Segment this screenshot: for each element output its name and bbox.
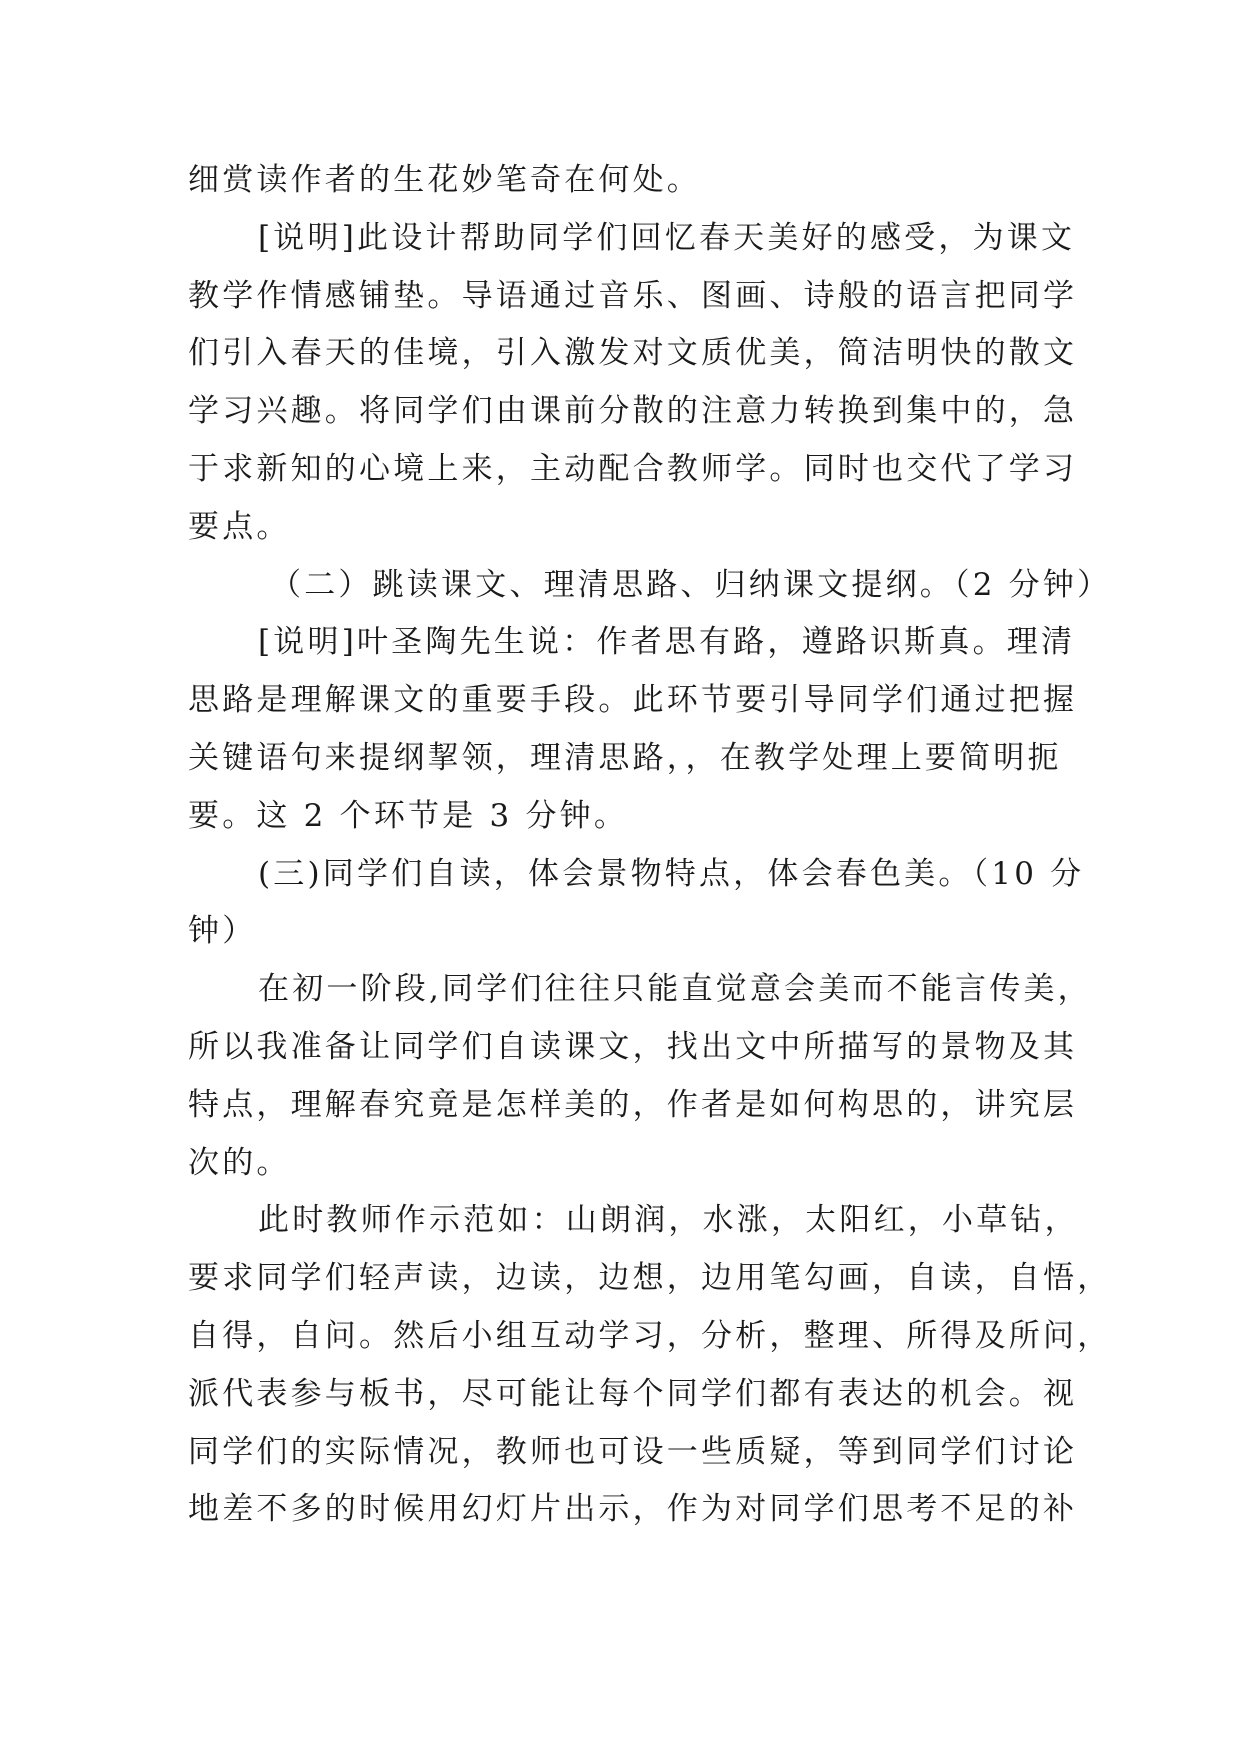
text-line: 在初一阶段,同学们往往只能直觉意会美而不能言传美， [258,971,1092,1008]
text-line: 派代表参与板书，尽可能让每个同学们都有表达的机会。视 [188,1375,1078,1412]
text-line: 思路是理解课文的重要手段。此环节要引导同学们通过把握 [188,682,1078,719]
text-line: 于求新知的心境上来，主动配合教师学。同时也交代了学习 [188,450,1078,487]
text-line: 们引入春天的佳境，引入激发对文质优美，简洁明快的散文 [188,335,1078,372]
section-heading: （二）跳读课文、理清思路、归纳课文提纲。（2 分钟） [270,566,1112,603]
text-line: 次的。 [188,1144,291,1181]
text-line: [说明]此设计帮助同学们回忆春天美好的感受，为课文 [258,219,1076,256]
text-line: 要点。 [188,508,291,545]
text-line: 细赏读作者的生花妙笔奇在何处。 [188,162,701,198]
text-line: 要。这 2 个环节是 3 分钟。 [188,797,629,834]
text-line: 要求同学们轻声读，边读，边想，边用笔勾画，自读，自悟， [188,1260,1112,1297]
text-line: 同学们的实际情况，教师也可设一些质疑，等到同学们讨论 [188,1433,1078,1470]
text-line: 钟） [188,913,257,950]
text-line: 此时教师作示范如：山朗润，水涨，太阳红，小草钻， [258,1202,1079,1239]
section-heading: (三)同学们自读，体会景物特点，体会春色美。（10 分 [258,855,1085,892]
text-line: 所以我准备让同学们自读课文，找出文中所描写的景物及其 [188,1028,1078,1065]
text-line: 特点，理解春究竟是怎样美的，作者是如何构思的，讲究层 [188,1086,1078,1123]
body-text [188,152,1112,1539]
text-line: 自得，自问。然后小组互动学习，分析，整理、所得及所问， [188,1317,1112,1354]
text-line: 关键语句来提纲挈领，理清思路，，在教学处理上要简明扼 [188,739,1062,776]
text-line: 地差不多的时候用幻灯片出示，作为对同学们思考不足的补 [188,1491,1078,1528]
text-line: 教学作情感铺垫。导语通过音乐、图画、诗般的语言把同学 [188,277,1078,314]
text-line: 学习兴趣。将同学们由课前分散的注意力转换到集中的，急 [188,393,1078,430]
text-line: [说明]叶圣陶先生说：作者思有路，遵路识斯真。理清 [258,624,1076,661]
